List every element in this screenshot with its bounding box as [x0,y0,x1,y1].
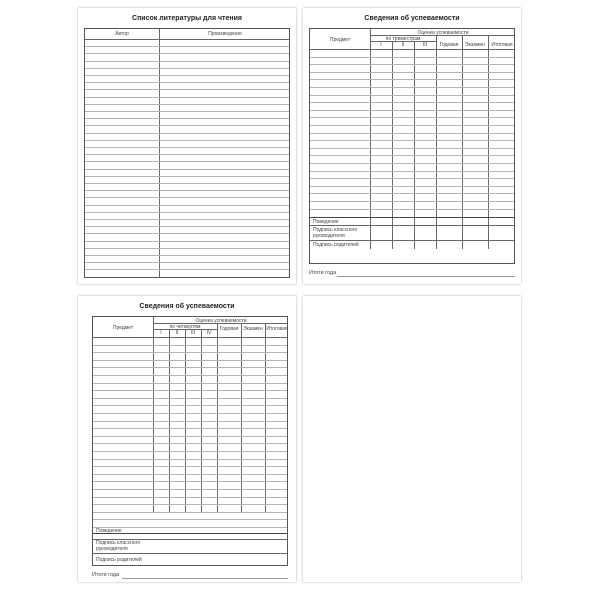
table-row-line [93,405,287,406]
grade-group-header: Оценка успеваемости [417,30,469,36]
table-row-line [93,360,287,361]
table-row-line [310,72,514,73]
progress-trimester-title: Сведения об успеваемости [364,15,460,22]
table-row-line [85,82,289,83]
table-row-line [85,161,289,162]
section-rule [93,553,287,554]
table-row-line [85,46,289,47]
table-row-line [310,178,514,179]
table-row-line [85,190,289,191]
period-header-2: II [175,330,179,336]
parent-sign-row-label: Подпись родителей [313,242,359,248]
table-row-line [310,87,514,88]
table-row-line [93,466,287,467]
subject-column-header: Предмет [329,37,351,43]
table-row-line [310,102,514,103]
table-row-line [93,383,287,384]
table-row-line [85,104,289,105]
table-row-line [85,262,289,263]
table-row-line [85,147,289,148]
annual-column-header: Годовая [219,326,239,332]
table-row-line [310,163,514,164]
table-row-line [85,68,289,69]
header-rule-2 [370,41,436,42]
table-row-line [310,193,514,194]
progress-quarter-rows [93,337,287,533]
period-header-3: III [190,330,196,336]
table-row-line [85,212,289,213]
year-results-line [122,578,288,579]
progress-quarter-title: Сведения об успеваемости [139,303,235,310]
teacher-sign-row-label: Подпись классного руководителя [313,227,358,239]
table-row-line [93,352,287,353]
table-row-line [85,125,289,126]
exam-column-header: Экзамен [243,326,263,332]
parent-sign-row-label: Подпись родителей [96,557,142,563]
table-row-line [310,209,514,210]
work-column-header: Произведение [208,31,242,37]
section-rule [93,533,287,534]
table-row-line [85,226,289,227]
table-row-line [85,233,289,234]
table-row-line [93,367,287,368]
blank-sheet [303,296,521,582]
section-rule [310,240,514,241]
table-row-line [93,413,287,414]
table-row-line [310,95,514,96]
period-header-1: I [380,42,382,48]
table-row-line [85,53,289,54]
reading-rows [85,39,289,277]
table-row-line [85,118,289,119]
period-header-4: IV [206,330,212,336]
table-row-line [85,97,289,98]
table-row-line [310,186,514,187]
table-row-line [93,451,287,452]
table-row-line [310,140,514,141]
year-results-line [337,276,515,277]
table-row-line [93,474,287,475]
table-row-line [93,489,287,490]
table-row-line [93,527,287,528]
table-row-line [93,459,287,460]
header-rule-1 [370,35,514,36]
table-row-line [85,183,289,184]
table-row-line [85,133,289,134]
table-row-line [93,421,287,422]
table-row-line [85,111,289,112]
period-group-header: по триместрам [385,35,421,42]
behavior-row-label: Поведение [96,528,122,534]
table-row-line [93,345,287,346]
table-row-line [85,75,289,76]
table-row-line [85,169,289,170]
table-row-line [93,443,287,444]
table-row-line [310,133,514,134]
period-group-header: по четвертям [169,323,201,330]
table-row-line [85,176,289,177]
table-row-line [85,248,289,249]
progress-trimester-table [309,28,515,264]
table-row-line [85,269,289,270]
table-row-line [93,436,287,437]
progress-trimester-sheet [303,8,521,284]
header-rule-1 [153,323,287,324]
table-row-line [310,155,514,156]
period-header-3: III [422,42,428,48]
table-row-line [310,64,514,65]
progress-quarter-table [92,316,288,566]
year-results-label: Итоги года [309,270,337,276]
table-row-line [310,117,514,118]
table-row-line [310,125,514,126]
section-rule [310,225,514,226]
reading-list-sheet [78,8,296,284]
table-row-line [85,61,289,62]
final-column-header: Итоговая [266,326,288,332]
table-row-line [93,519,287,520]
table-row-line [85,205,289,206]
exam-column-header: Экзамен [465,42,485,48]
annual-column-header: Годовая [439,42,459,48]
table-row-line [85,89,289,90]
reading-list-title: Список литературы для чтения [132,15,242,22]
table-row-line [310,110,514,111]
table-row-line [93,375,287,376]
table-row-line [93,428,287,429]
table-row-line [93,504,287,505]
table-row-line [85,219,289,220]
table-row-line [85,154,289,155]
section-rule [310,217,514,218]
table-row-line [310,171,514,172]
table-row-line [93,398,287,399]
period-header-1: I [160,330,162,336]
table-row-line [93,512,287,513]
table-row-line [85,197,289,198]
reading-list-table [84,28,290,278]
table-row-line [93,390,287,391]
table-row-line [85,140,289,141]
progress-trimester-rows [310,49,514,217]
progress-quarter-sheet [78,296,296,582]
behavior-row-label: Поведение [313,219,339,225]
table-row-line [93,481,287,482]
author-column-header: Автор [115,31,129,37]
table-row-line [310,79,514,80]
table-row-line [310,57,514,58]
final-column-header: Итоговая [491,42,513,48]
period-header-2: II [401,42,405,48]
table-row-line [93,497,287,498]
teacher-sign-row-label: Подпись классного руководителя [96,540,141,552]
table-row-line [85,255,289,256]
grade-group-header: Оценка успеваемости [195,318,247,324]
table-row-line [310,201,514,202]
table-row-line [85,241,289,242]
table-row-line [310,148,514,149]
subject-column-header: Предмет [112,325,134,331]
year-results-label: Итоги года [92,572,120,578]
